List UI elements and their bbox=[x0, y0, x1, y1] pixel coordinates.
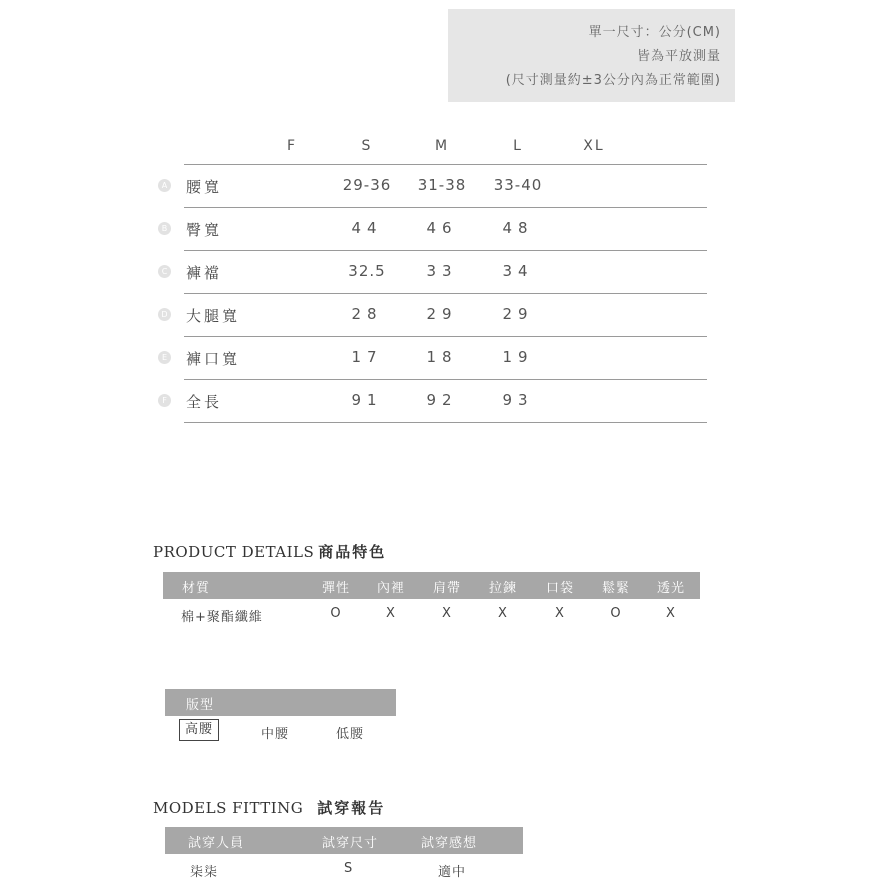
material-header: 材質 bbox=[182, 581, 211, 596]
fitting-header-feedback: 試穿感想 bbox=[421, 836, 478, 851]
product-details-title-zh: 商品特色 bbox=[318, 543, 387, 561]
size-value-m: 31-38 bbox=[417, 176, 467, 194]
feature-value-zipper: X bbox=[498, 606, 508, 621]
fit-option-high-waist-selected: 高腰 bbox=[179, 719, 219, 741]
fit-option-mid-waist: 中腰 bbox=[261, 727, 290, 742]
note-unit: 單一尺寸：公分(CM) bbox=[588, 25, 721, 40]
feature-value-sheer: X bbox=[666, 606, 676, 621]
size-value-m: 29 bbox=[426, 305, 458, 323]
row-label: 全長 bbox=[186, 393, 223, 411]
product-details-title bbox=[153, 541, 386, 562]
feature-header-lining: 內裡 bbox=[376, 581, 405, 596]
fit-option-low-waist: 低腰 bbox=[336, 727, 365, 742]
row-marker-d: D bbox=[158, 308, 171, 321]
row-label: 褲襠 bbox=[186, 264, 223, 282]
feature-header-strap: 肩帶 bbox=[432, 581, 461, 596]
fitting-model-feedback: 適中 bbox=[438, 865, 467, 880]
size-value-s: 17 bbox=[351, 348, 383, 366]
product-details-title-en: PRODUCT DETAILS bbox=[153, 543, 315, 561]
row-marker-a: A bbox=[158, 179, 171, 192]
size-value-m: 33 bbox=[426, 262, 458, 280]
feature-value-stretch: O bbox=[330, 606, 342, 621]
measurement-note bbox=[448, 9, 735, 102]
size-row-length bbox=[0, 380, 885, 423]
size-value-s: 91 bbox=[351, 391, 383, 409]
size-value-s: 32.5 bbox=[348, 262, 386, 280]
feature-value-lining: X bbox=[386, 606, 396, 621]
models-fitting-title bbox=[153, 797, 385, 818]
size-row-rise bbox=[0, 251, 885, 294]
size-value-m: 46 bbox=[426, 219, 458, 237]
fitting-model-size: S bbox=[344, 861, 354, 876]
size-row-hem bbox=[0, 337, 885, 380]
row-label: 臀寬 bbox=[186, 221, 223, 239]
fitting-header-size: 試穿尺寸 bbox=[322, 836, 379, 851]
size-header-l: L bbox=[513, 138, 523, 154]
row-label: 大腿寬 bbox=[186, 307, 241, 325]
fitting-model-name: 柒柒 bbox=[190, 865, 219, 880]
feature-header-elastic: 鬆緊 bbox=[601, 581, 630, 596]
size-value-s: 28 bbox=[351, 305, 383, 323]
size-value-s: 44 bbox=[351, 219, 383, 237]
row-marker-e: E bbox=[158, 351, 171, 364]
size-value-l: 93 bbox=[502, 391, 534, 409]
row-marker-c: C bbox=[158, 265, 171, 278]
size-value-l: 34 bbox=[502, 262, 534, 280]
row-label: 褲口寬 bbox=[186, 350, 241, 368]
feature-header-zipper: 拉鍊 bbox=[488, 581, 517, 596]
size-value-l: 29 bbox=[502, 305, 534, 323]
size-chart-header bbox=[0, 138, 885, 158]
feature-header-pocket: 口袋 bbox=[545, 581, 574, 596]
fit-header: 版型 bbox=[186, 698, 215, 713]
size-row-thigh bbox=[0, 294, 885, 337]
size-value-s: 29-36 bbox=[342, 176, 392, 194]
size-row-waist bbox=[0, 165, 885, 208]
feature-header-sheer: 透光 bbox=[656, 581, 685, 596]
note-flat-measure: 皆為平放測量 bbox=[636, 49, 721, 64]
models-fitting-title-en: MODELS FITTING bbox=[153, 799, 304, 817]
size-header-f: F bbox=[286, 138, 298, 154]
size-header-s: S bbox=[361, 138, 373, 154]
note-tolerance: (尺寸測量約±3公分內為正常範圍) bbox=[505, 73, 721, 88]
models-fitting-title-zh: 試穿報告 bbox=[317, 799, 386, 817]
row-marker-f: F bbox=[158, 394, 171, 407]
material-value: 棉+聚酯纖維 bbox=[181, 610, 263, 625]
size-header-xl: XL bbox=[583, 138, 605, 154]
size-chart-divider bbox=[184, 422, 707, 423]
size-value-m: 92 bbox=[426, 391, 458, 409]
feature-value-elastic: O bbox=[610, 606, 622, 621]
row-marker-b: B bbox=[158, 222, 171, 235]
fitting-header-model: 試穿人員 bbox=[188, 836, 245, 851]
feature-header-stretch: 彈性 bbox=[321, 581, 350, 596]
size-header-m: M bbox=[434, 138, 450, 154]
size-row-hip bbox=[0, 208, 885, 251]
size-value-m: 18 bbox=[426, 348, 458, 366]
size-value-l: 19 bbox=[502, 348, 534, 366]
size-value-l: 33-40 bbox=[493, 176, 543, 194]
size-value-l: 48 bbox=[502, 219, 534, 237]
feature-value-strap: X bbox=[442, 606, 452, 621]
feature-value-pocket: X bbox=[555, 606, 565, 621]
row-label: 腰寬 bbox=[186, 178, 223, 196]
